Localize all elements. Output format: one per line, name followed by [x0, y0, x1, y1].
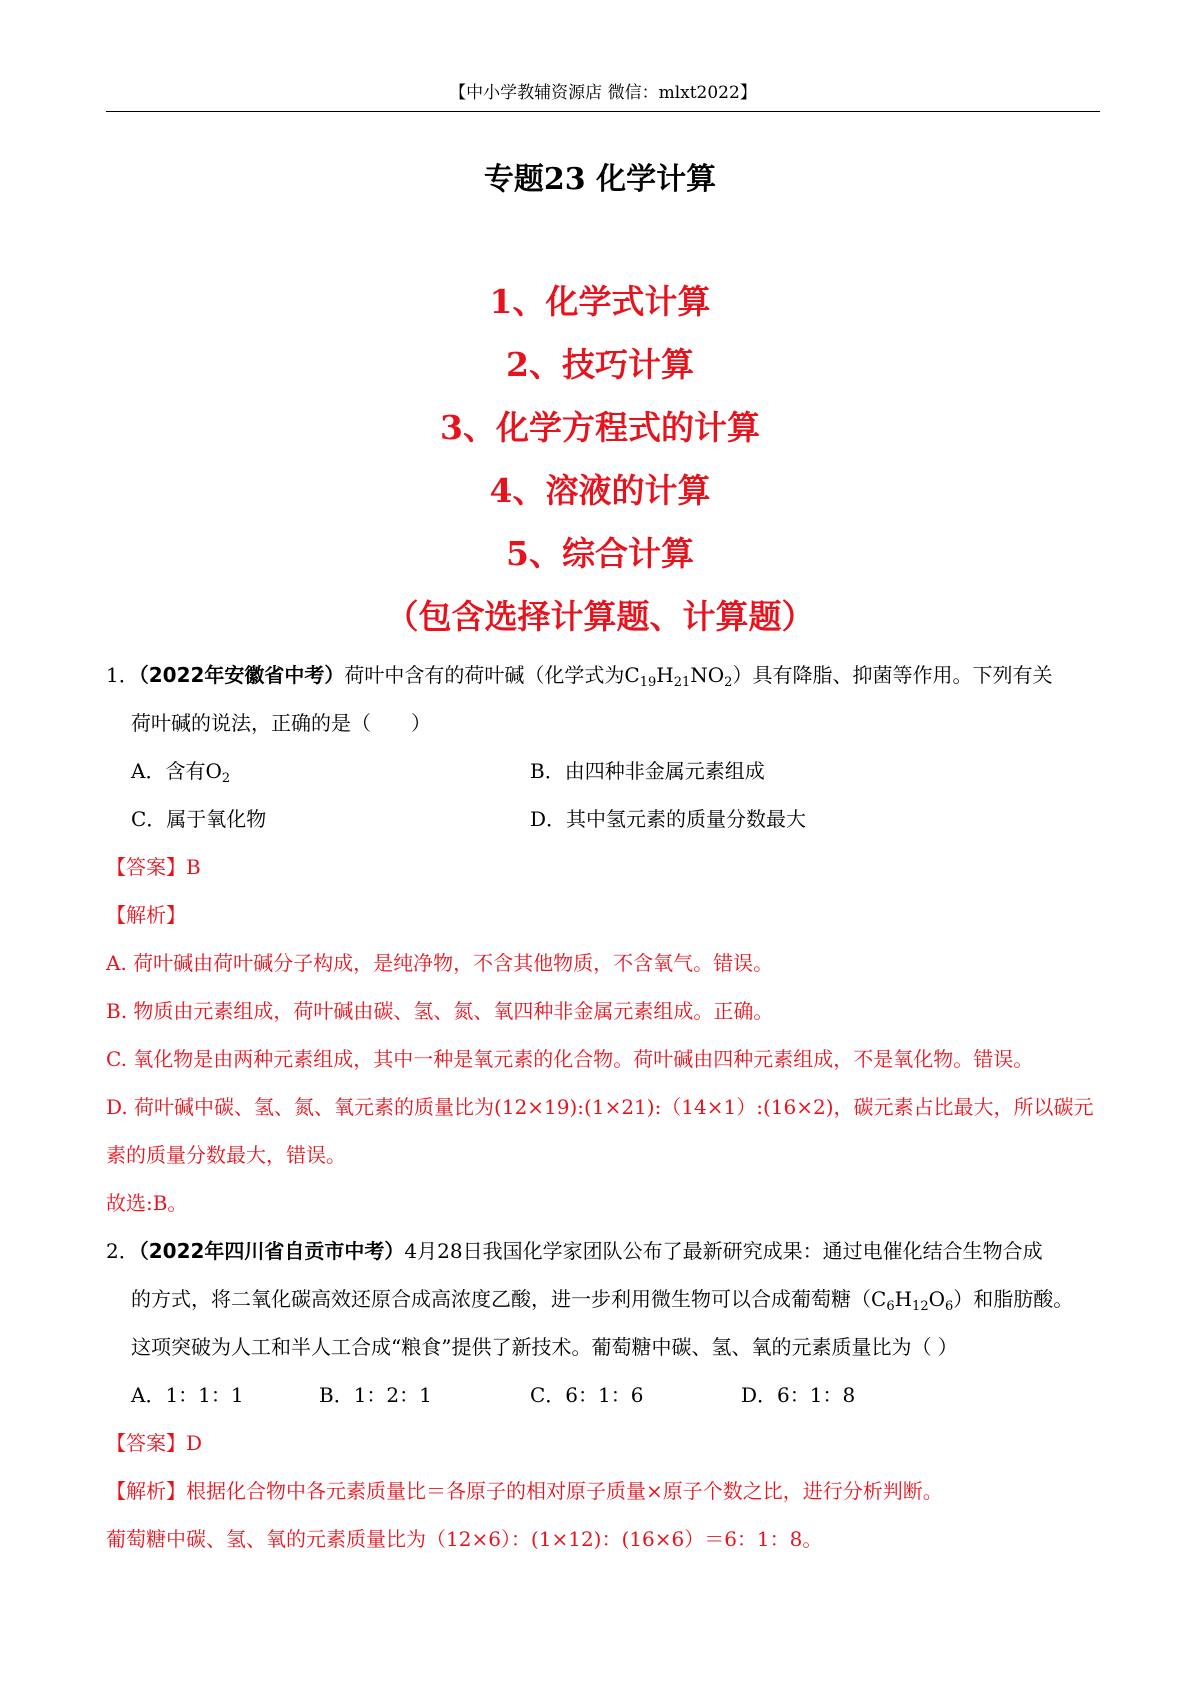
q1-option-d: D．其中氢元素的质量分数最大 — [530, 807, 807, 831]
q2-formula: $C_6H_{12}O_6$ — [871, 1287, 954, 1314]
topic-item: 4、溶液的计算 — [489, 471, 711, 510]
q1-formula: $C_{19}H_{21}NO_2$ — [624, 663, 733, 690]
q2-stem-line2: 的方式，将二氧化碳高效还原合成高浓度乙酸，进一步利用微生物可以合成葡萄糖$(C_6H_{12}O_6)$和脂肪酸。 — [131, 1287, 1074, 1314]
q2-option-a: A．1：1：1 — [131, 1383, 244, 1407]
q1-analysis-line: 素的质量分数最大，错误。 — [106, 1143, 346, 1167]
q1-option-c: C．属于氧化物 — [131, 807, 267, 831]
q1-analysis-line: C. 氧化物是由两种元素组成，其中一种是氧元素的化合物。荷叶碱由四种元素组成，不是氧化物。错误。 — [106, 1047, 1034, 1071]
q1-conclusion: 故选:B。 — [106, 1191, 188, 1215]
q1-source: （2022年安徽省中考） — [138, 663, 345, 687]
topic-item: 1、化学式计算 — [489, 282, 711, 321]
topic-item: 3、化学方程式的计算 — [440, 408, 760, 447]
q2-option-b: B．1：2：1 — [319, 1383, 432, 1407]
q1-option-b: B．由四种非金属元素组成 — [530, 759, 765, 783]
q2-source: （2022年四川省自贡市中考） — [138, 1239, 405, 1263]
page-title: 专题23 化学计算 — [483, 162, 717, 197]
q2-answer: 【答案】D — [106, 1431, 203, 1455]
q1-stem-part: 荷叶中含有的荷叶碱（化学式为 — [344, 663, 625, 687]
topic-list — [0, 274, 1200, 652]
q2-analysis-line: 葡萄糖中碳、氢、氧的元素质量比为（12×6）：(1×12)：(16×6）＝6：1：8。 — [106, 1527, 823, 1551]
q2-stem-line1 — [106, 1238, 1043, 1264]
q1-option-a: A．含有$O_2$ — [131, 759, 231, 786]
q1-answer: 【答案】B — [106, 855, 201, 879]
topic-item: 5、综合计算 — [506, 534, 694, 573]
q1-analysis-line: D. 荷叶碱中碳、氢、氮、氧元素的质量比为(12×19):(1×21):（14×1）:(16×2)，碳元素占比最大，所以碳元 — [106, 1095, 1094, 1119]
q2-number: 2． — [106, 1239, 139, 1263]
q2-option-c: C．6：1：6 — [530, 1383, 644, 1407]
q1-stem-line2: 荷叶碱的说法，正确的是（ ） — [131, 711, 431, 735]
topic-item-note: （包含选择计算题、计算题） — [385, 597, 815, 636]
q1-analysis-label: 【解析】 — [106, 903, 186, 927]
header-divider — [106, 111, 1100, 112]
q2-stem-line3: 这项突破为人工和半人工合成“粮食”提供了新技术。葡萄糖中碳、氢、氧的元素质量比为（ ） — [131, 1335, 958, 1359]
q1-analysis-line: A. 荷叶碱由荷叶碱分子构成，是纯净物，不含其他物质，不含氧气。错误。 — [106, 951, 774, 975]
q1-stem-part: ）具有降脂、抑菌等作用。下列有关 — [732, 663, 1053, 687]
q1-stem-line1 — [106, 662, 1052, 688]
q2-stem-part: 4月28日我国化学家团队公布了最新研究成果：通过电催化结合生物合成 — [404, 1239, 1043, 1263]
topic-item: 2、技巧计算 — [506, 345, 694, 384]
q2-analysis-line: 【解析】根据化合物中各元素质量比＝各原子的相对原子质量×原子个数之比，进行分析判断。 — [106, 1479, 943, 1503]
q2-option-d: D．6：1：8 — [741, 1383, 856, 1407]
page-header: 【中小学教辅资源店 微信：mlxt2022】 — [449, 83, 757, 103]
q1-number: 1． — [106, 663, 139, 687]
q1-analysis-line: B. 物质由元素组成，荷叶碱由碳、氢、氮、氧四种非金属元素组成。正确。 — [106, 999, 774, 1023]
